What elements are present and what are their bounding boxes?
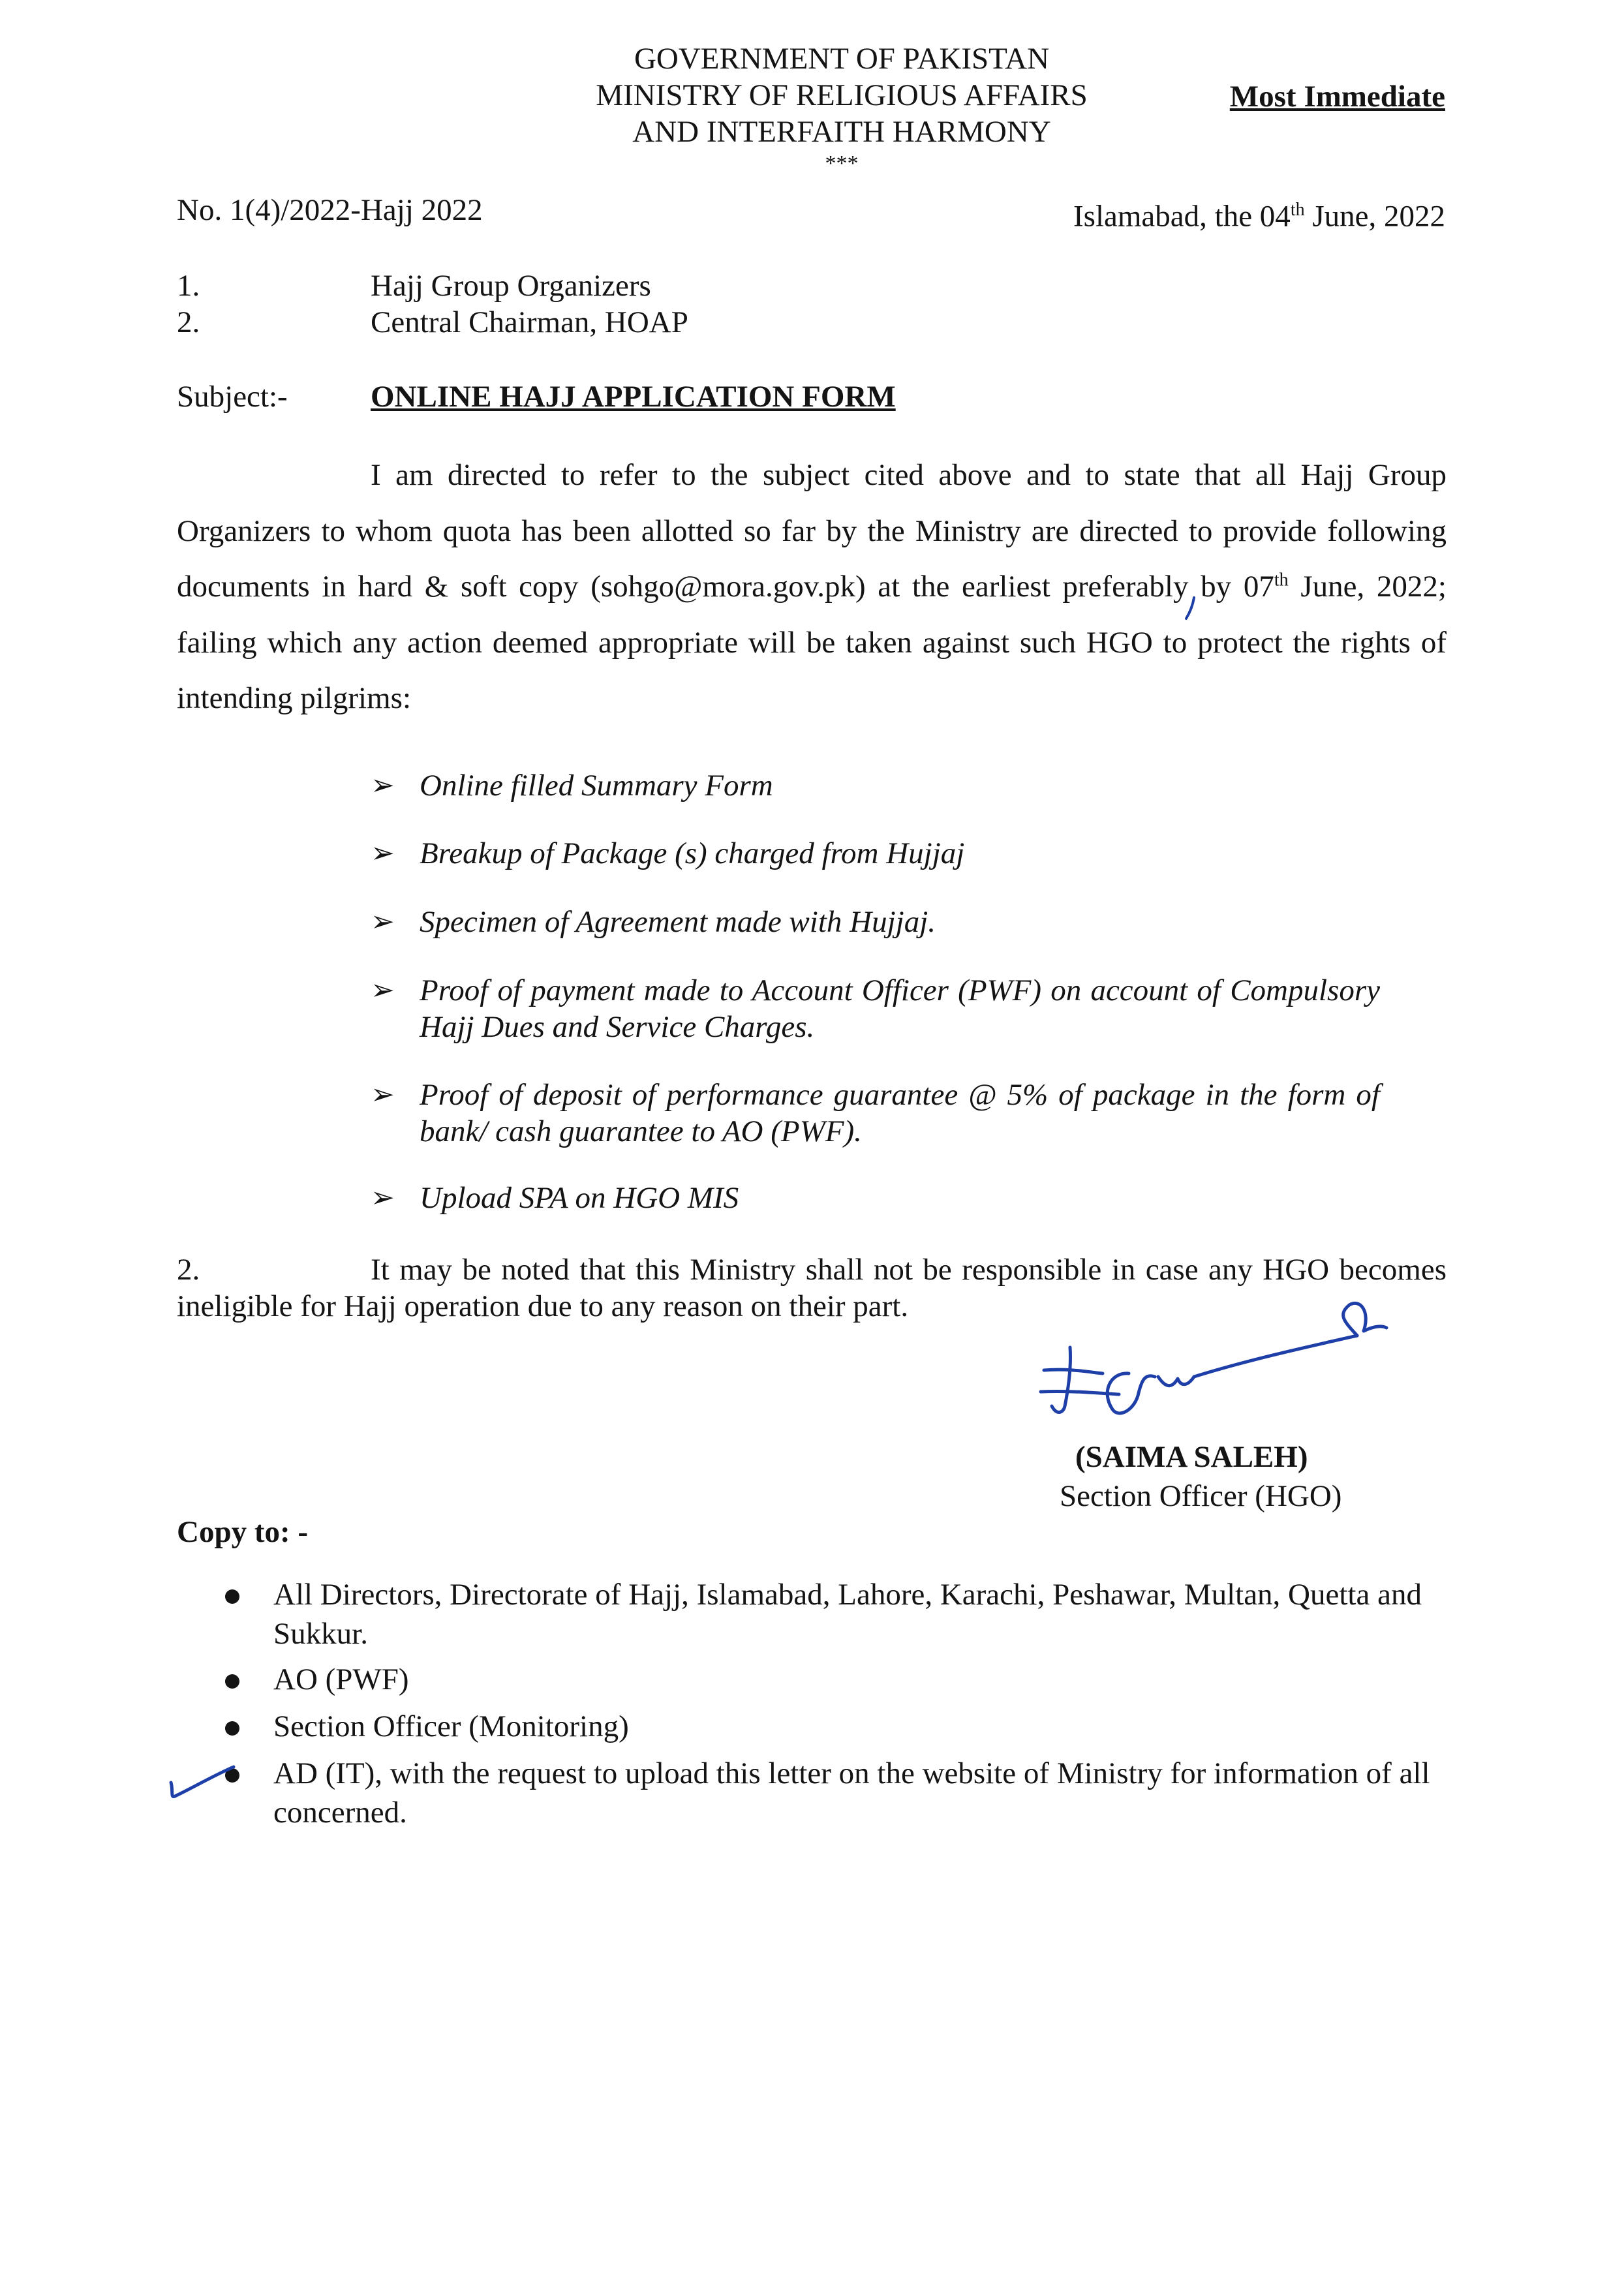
document-item: Breakup of Package (s) charged from Hujjaj xyxy=(420,836,965,870)
bullet-dot-icon xyxy=(225,1674,239,1689)
priority-label: Most Immediate xyxy=(1229,80,1445,114)
addressee-name: Hajj Group Organizers xyxy=(371,269,651,303)
signatory-title: Section Officer (HGO) xyxy=(1060,1479,1342,1513)
body-paragraph-2: 2. It may be noted that this Ministry shall not be responsible in case any HGO becomes ineligible for Hajj operation due to any reason on their part. xyxy=(177,1253,1447,1323)
file-number: No. 1(4)/2022-Hajj 2022 xyxy=(177,193,483,227)
handwritten-signature xyxy=(1031,1295,1396,1432)
bullet-arrow-icon: ➢ xyxy=(371,837,395,869)
bullet-arrow-icon: ➢ xyxy=(371,1079,395,1111)
document-item: Proof of deposit of performance guarantee @ 5% of package in the form of bank/ cash guarantee to AO (PWF). xyxy=(420,1078,1380,1148)
header-government: GOVERNMENT OF PAKISTAN xyxy=(634,42,1050,76)
bullet-dot-icon xyxy=(225,1589,239,1604)
header-interfaith: AND INTERFAITH HARMONY xyxy=(632,115,1051,149)
bullet-dot-icon xyxy=(225,1721,239,1736)
handwritten-mark-icon xyxy=(1182,595,1202,621)
subject-label: Subject:- xyxy=(177,380,288,414)
addressee-number: 2. xyxy=(177,305,200,339)
document-item: Online filled Summary Form xyxy=(420,769,773,803)
document-item: Specimen of Agreement made with Hujjaj. xyxy=(420,905,936,939)
handwritten-tick-icon xyxy=(163,1755,241,1807)
bullet-arrow-icon: ➢ xyxy=(371,1182,395,1214)
subject-title: ONLINE HAJJ APPLICATION FORM xyxy=(371,380,896,414)
header-ministry: MINISTRY OF RELIGIOUS AFFAIRS xyxy=(596,78,1088,112)
copy-recipient: All Directors, Directorate of Hajj, Islamabad, Lahore, Karachi, Peshawar, Multan, Quetta and Sukkur. xyxy=(273,1578,1422,1651)
document-item: Proof of payment made to Account Officer (PWF) on account of Compulsory Hajj Dues and Service Charges. xyxy=(420,973,1380,1044)
addressee-number: 1. xyxy=(177,269,200,303)
copy-to-label: Copy to: - xyxy=(177,1515,309,1549)
document-item: Upload SPA on HGO MIS xyxy=(420,1181,739,1215)
bullet-arrow-icon: ➢ xyxy=(371,906,395,938)
copy-recipient: Section Officer (Monitoring) xyxy=(273,1709,629,1743)
signatory-name: (SAIMA SALEH) xyxy=(1075,1440,1308,1474)
letter-date: Islamabad, the 04th June, 2022 xyxy=(1073,199,1445,234)
header-stars: *** xyxy=(825,151,859,176)
bullet-arrow-icon: ➢ xyxy=(371,974,395,1006)
addressee-name: Central Chairman, HOAP xyxy=(371,305,688,339)
copy-recipient: AD (IT), with the request to upload this letter on the website of Ministry for information of all concerned. xyxy=(273,1756,1430,1830)
body-paragraph-1: I am directed to refer to the subject cited above and to state that all Hajj Group Organizers to whom quota has been allotted so far by the Ministry are directed to provide following documents in hard & soft copy (sohgo@mora.gov.pk) at the earliest preferably by 07th June, 2022; failing which any action deemed appropriate will be taken against such HGO to protect the rights of intending pilgrims: xyxy=(177,458,1447,715)
copy-recipient: AO (PWF) xyxy=(273,1662,409,1696)
bullet-arrow-icon: ➢ xyxy=(371,769,395,801)
